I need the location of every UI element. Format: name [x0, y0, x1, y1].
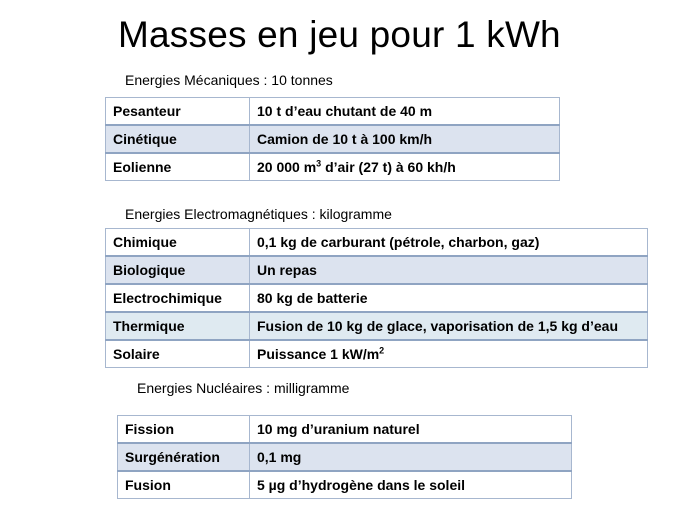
- row-label: Solaire: [106, 340, 250, 368]
- value-text: d’air (27 t) à 60 kh/h: [321, 159, 456, 175]
- row-value: 0,1 mg: [250, 443, 572, 471]
- row-label: Biologique: [106, 256, 250, 284]
- row-value: Fusion de 10 kg de glace, vaporisation de 1,5 kg d’eau: [250, 312, 648, 340]
- row-label: Surgénération: [118, 443, 250, 471]
- table-row: [106, 284, 648, 312]
- row-value: 0,1 kg de carburant (pétrole, charbon, gaz): [250, 229, 648, 257]
- row-label: Electrochimique: [106, 284, 250, 312]
- table-row: [106, 153, 560, 181]
- caption-mechanical: Energies Mécaniques : 10 tonnes: [125, 72, 333, 88]
- row-value: [250, 340, 648, 368]
- row-value: 10 mg d’uranium naturel: [250, 416, 572, 444]
- row-value: 10 t d’eau chutant de 40 m: [250, 98, 560, 126]
- caption-electromagnetic: Energies Electromagnétiques : kilogramme: [125, 206, 392, 222]
- table-mechanical: [105, 97, 560, 181]
- value-text: Puissance 1 kW/m: [257, 346, 380, 362]
- row-value: 80 kg de batterie: [250, 284, 648, 312]
- row-label: Chimique: [106, 229, 250, 257]
- table-row: [118, 443, 572, 471]
- row-value: 5 µg d’hydrogène dans le soleil: [250, 471, 572, 499]
- table-row: [118, 471, 572, 499]
- table-nuclear: [117, 415, 572, 499]
- slide-title: Masses en jeu pour 1 kWh: [118, 14, 561, 55]
- row-label: Fission: [118, 416, 250, 444]
- caption-nuclear: Energies Nucléaires : milligramme: [137, 380, 350, 396]
- row-label: Cinétique: [106, 125, 250, 153]
- value-text: 20 000 m: [257, 159, 317, 175]
- table-row: [106, 125, 560, 153]
- table-row: [106, 256, 648, 284]
- row-label: Thermique: [106, 312, 250, 340]
- row-value: [250, 153, 560, 181]
- table-row: [106, 312, 648, 340]
- row-label: Pesanteur: [106, 98, 250, 126]
- table-row: [106, 229, 648, 257]
- row-value: Camion de 10 t à 100 km/h: [250, 125, 560, 153]
- table-row: [106, 340, 648, 368]
- row-label: Fusion: [118, 471, 250, 499]
- row-value: Un repas: [250, 256, 648, 284]
- table-row: [106, 98, 560, 126]
- row-label: Eolienne: [106, 153, 250, 181]
- superscript: 2: [379, 345, 385, 356]
- superscript: 3: [316, 158, 322, 169]
- table-electromagnetic: [105, 228, 648, 368]
- table-row: [118, 416, 572, 444]
